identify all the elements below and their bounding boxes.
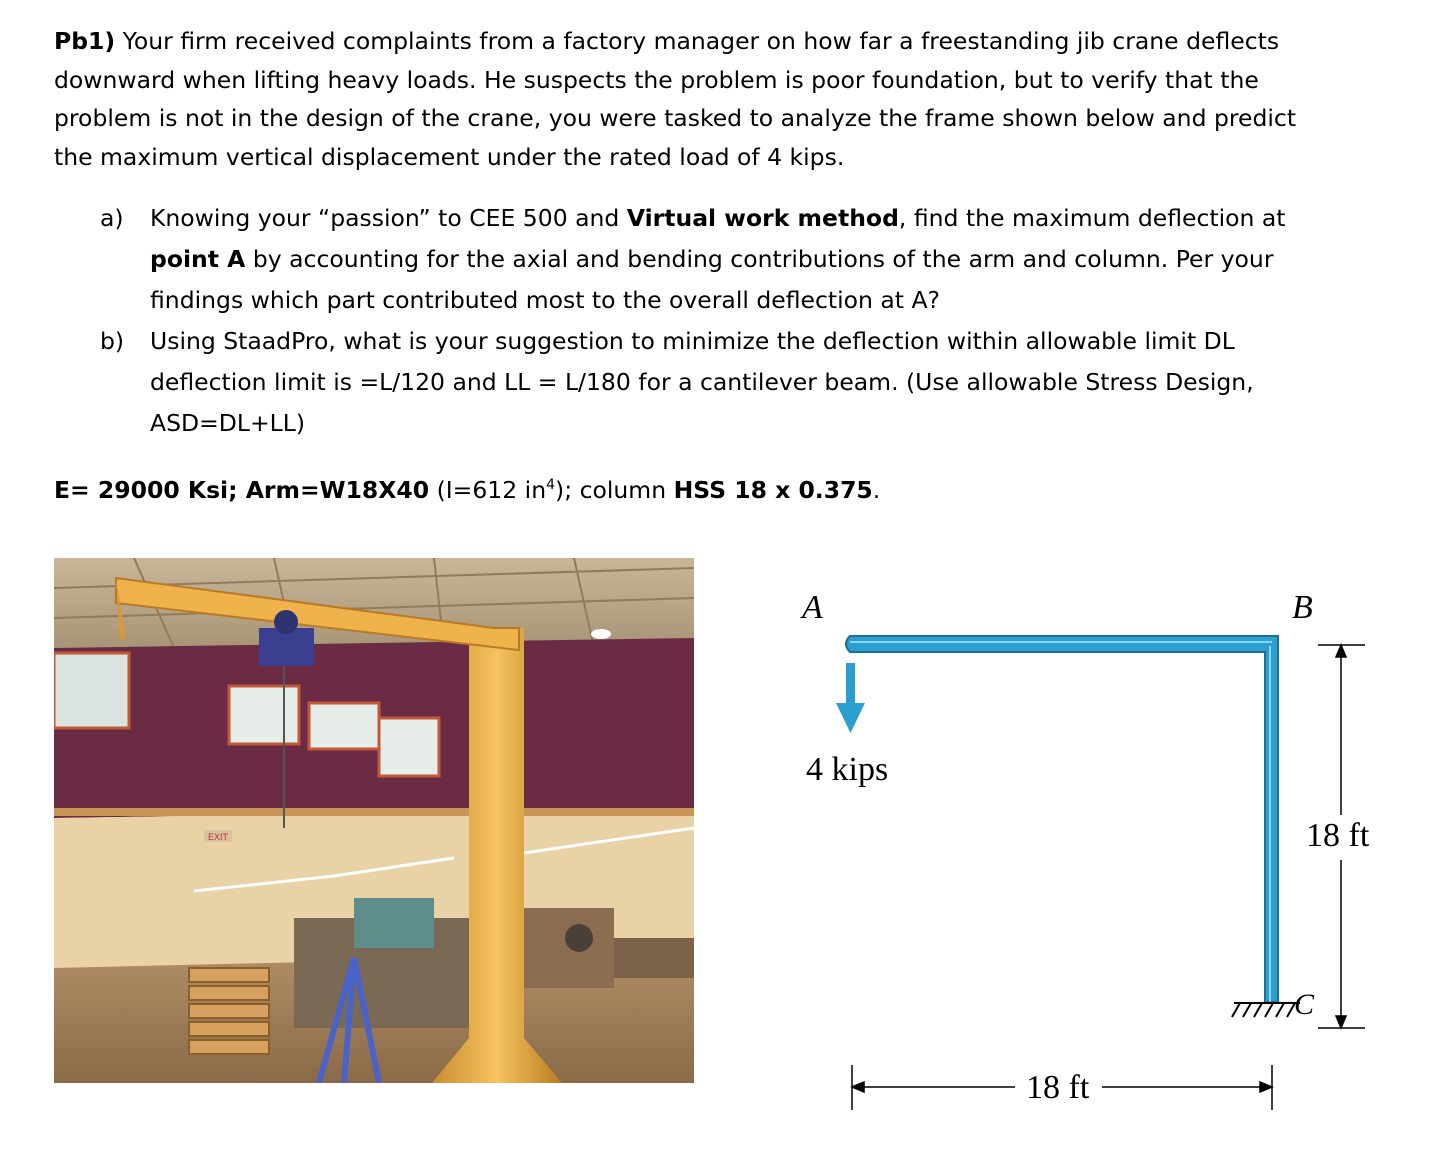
point-a-label: A (802, 589, 823, 626)
question-b (100, 321, 1310, 444)
load-label: 4 kips (806, 751, 889, 788)
given-mid: ); column (555, 476, 674, 504)
height-label: 18 ft (1306, 817, 1370, 854)
given-inertia: (I=612 in (429, 476, 547, 504)
question-a-point: point A (150, 245, 246, 273)
frame-member (846, 636, 1278, 1002)
problem-label: Pb1) (54, 27, 116, 55)
given-e-arm: E= 29000 Ksi; Arm=W18X40 (54, 476, 430, 504)
given-column: HSS 18 x 0.375 (673, 476, 873, 504)
fixed-support (1232, 1003, 1300, 1017)
question-b-text: Using StaadPro, what is your suggestion to minimize the deflection within allowable limit DL deflection limit is =L/120 and LL = L/180 for a cantilever beam. (Use allowable Stress Design, ASD=DL+LL) (150, 327, 1254, 437)
given-properties (54, 471, 880, 509)
point-b-label: B (1292, 589, 1313, 626)
span-label: 18 ft (1026, 1069, 1090, 1106)
question-b-letter: b) (100, 327, 125, 355)
exit-sign-text: EXIT (207, 832, 229, 842)
jib-crane-photo (54, 558, 694, 1083)
given-end: . (872, 476, 881, 504)
frame-diagram (760, 570, 1420, 1130)
question-a-text-3: by accounting for the axial and bending contributions of the arm and column. Per your findings which part contributed most to the overall deflection at A? (150, 245, 1274, 314)
question-a-method: Virtual work method (626, 204, 899, 232)
question-a-letter: a) (100, 204, 124, 232)
question-a (100, 198, 1310, 321)
point-c-label: C (1294, 988, 1315, 1021)
question-a-text-1: Knowing your “passion” to CEE 500 and (150, 204, 627, 232)
load-arrow (836, 663, 865, 733)
given-exponent: 4 (546, 477, 556, 494)
problem-statement (54, 22, 1314, 176)
problem-intro: Your firm received complaints from a factory manager on how far a freestanding jib crane deflects downward when lifting heavy loads. He suspects the problem is poor foundation, but to verify that the problem is not in the design of the crane, you were tasked to analyze the frame shown below and predict the maximum vertical displacement under the rated load of 4 kips. (54, 27, 1297, 171)
question-a-text-2: , find the maximum deflection at (898, 204, 1286, 232)
question-list (100, 198, 1310, 444)
